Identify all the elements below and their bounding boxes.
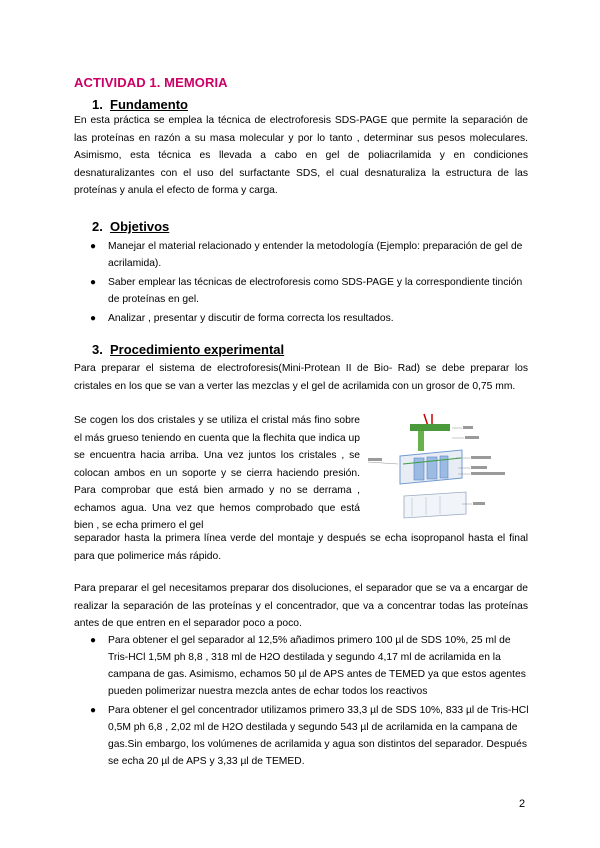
procedimiento-wrap-text: Se cogen los dos cristales y se utiliza el cristal más fino sobre el más grueso teniendo en cuenta que la flechita que indica up se encuentra hacia arriba. Una vez juntos los cristales , se colocan ambos en un soporte y se cierra haciendo presión. Para comprobar que está bien armado y no se derrama , echamos agua. Una vez que hemos comprobado que está bien , se echa primero el gel [74,415,360,531]
electrophoresis-assembly-diagram [366,412,516,522]
list-item: ● Manejar el material relacionado y entender la metodología (Ejemplo: preparación de gel de acrilamida). [90,238,530,272]
activity-title: ACTIVIDAD 1. MEMORIA [74,75,228,90]
bullet-icon: ● [90,241,97,252]
heading-number: 2. [92,219,103,234]
list-item: ● Saber emplear las técnicas de electroforesis como SDS-PAGE y la correspondiente tinción de proteínas en gel. [90,274,530,308]
heading-number: 1. [92,97,103,112]
bullet-icon: ● [90,313,97,324]
list-item: ● Para obtener el gel concentrador utilizamos primero 33,3 µl de SDS 10%, 833 µl de Tris-HCl 0,5M ph 6,8 , 2,02 ml de H2O destilada y segundo 543 µl de acrilamida en la campana de gas.Sin embargo, los volúmenes de acrilamida y agua son distintos del separador. Después se echa 20 µl de APS y 3,33 µl de TEMED. [90,702,530,770]
heading-number: 3. [92,342,103,357]
heading-fundamento [92,97,188,112]
bullet-icon: ● [90,277,97,288]
list-item: ● Para obtener el gel separador al 12,5% añadimos primero 100 µl de SDS 10%, 25 ml de Tris-HCl 1,5M ph 8,8 , 318 ml de H2O destilada y segundo 4,17 ml de acrilamida en la campana de gas. Asimismo, echamos 50 µl de APS antes de TEMED ya que estos agentes pueden polimerizar nuestra mezcla antes de echar todos los reactivos [90,632,530,700]
heading-text: Objetivos [110,219,170,234]
heading-text: Fundamento [110,97,188,112]
bullet-icon: ● [90,705,97,716]
heading-procedimiento [92,342,284,357]
gel-preparation-list [90,632,530,772]
heading-text: Procedimiento experimental [110,342,285,357]
procedimiento-wrap-continue: separador hasta la primera línea verde del montaje y después se echa isopropanol hasta el final para que polimerice más rápido. [74,533,528,562]
gel-intro-paragraph: Para preparar el gel necesitamos preparar dos disoluciones, el separador que se va a encargar de realizar la separación de las proteínas y el concentrador, que va a concentrar todas las proteínas antes de que entren en el separador poco a poco. [74,583,528,629]
green-post [418,431,424,451]
heading-objetivos [92,219,169,234]
buffer-tank [404,492,466,518]
glass-plates [400,450,462,484]
bullet-icon: ● [90,635,97,646]
fundamento-paragraph: En esta práctica se emplea la técnica de electroforesis SDS-PAGE que permite la separación de las proteínas en razón a su masa molecular y por lo tanto , determinar sus pesos moleculares. Asimismo, esta técnica es llevada a cabo en gel de poliacrilamida y en condiciones desnaturalizantes con el uso del surfactante SDS, el cual desnaturaliza la estructura de las proteínas y anula el efecto de forma y carga. [74,115,528,196]
list-item: ● Analizar , presentar y discutir de forma correcta los resultados. [90,310,530,327]
page-number: 2 [519,798,526,810]
objetivos-list [90,238,530,329]
green-lid [410,424,450,431]
procedimiento-intro: Para preparar el sistema de electroforesis(Mini-Protean II de Bio- Rad) se debe preparar los cristales en los que se van a verter las mezclas y el gel de acrilamida con un grosor de 0,75 mm. [74,363,528,392]
